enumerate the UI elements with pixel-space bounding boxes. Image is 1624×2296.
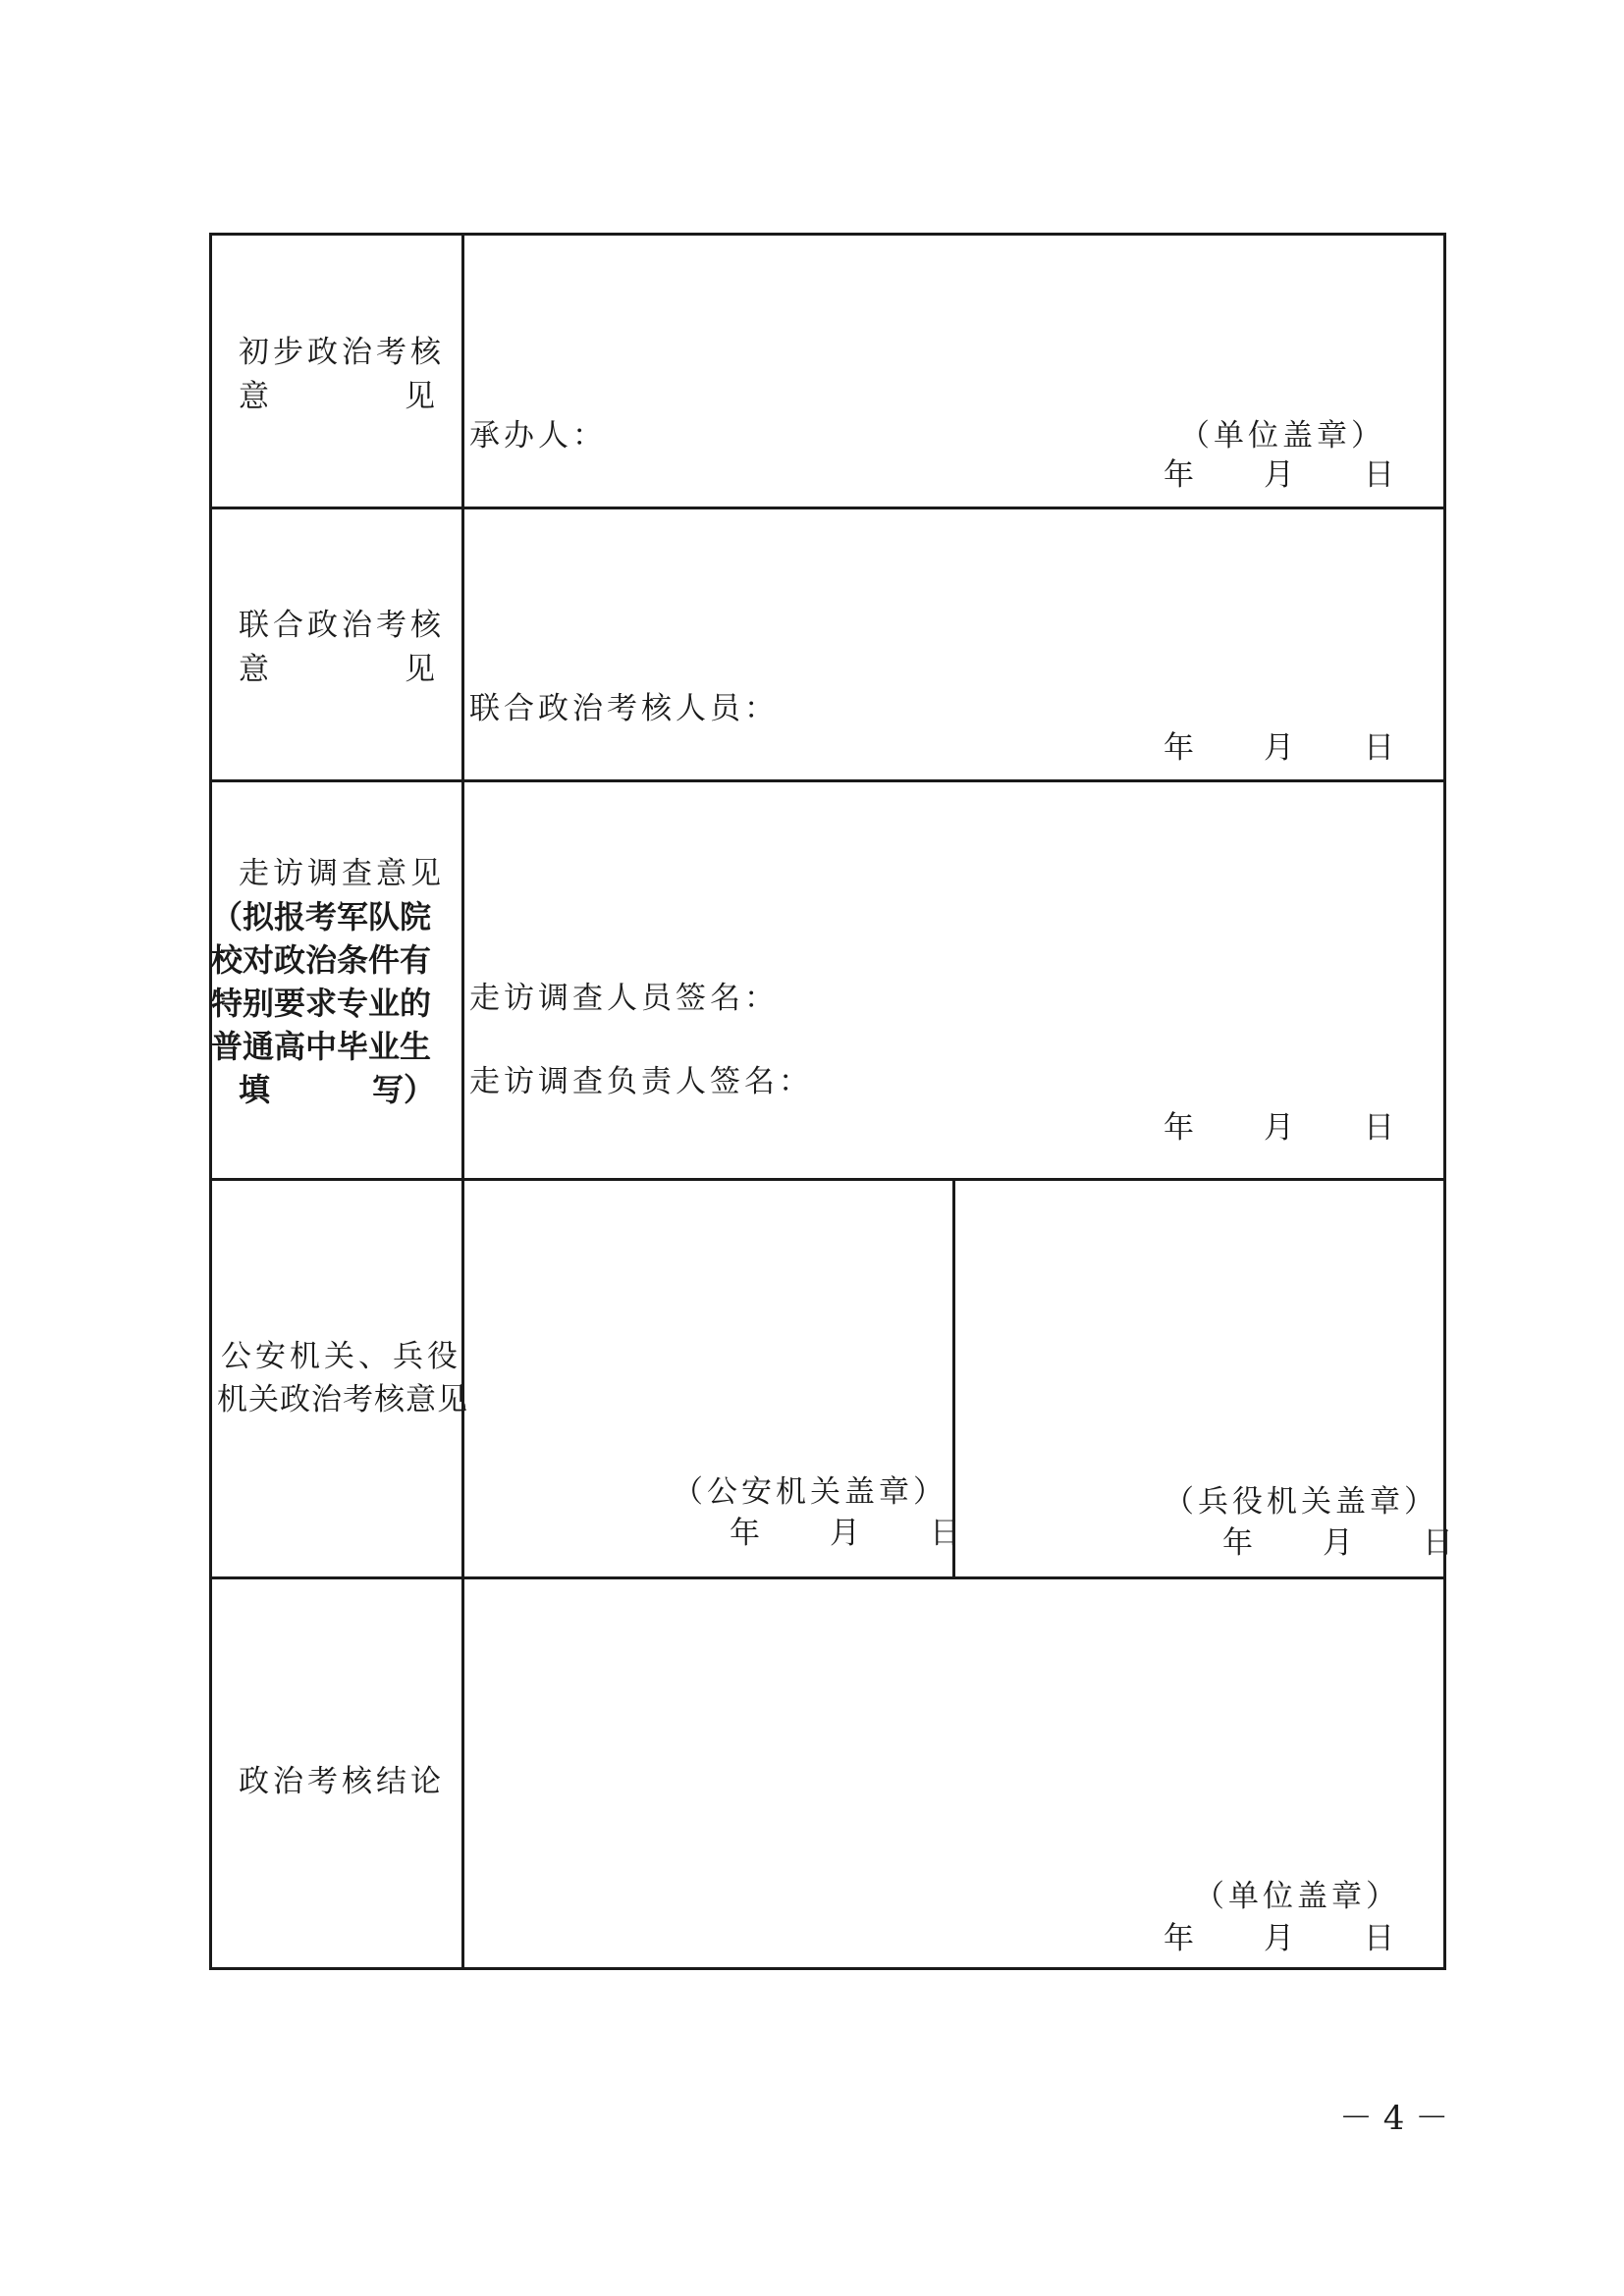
row1-label-yi: 意 [239,379,269,414]
row4-label-line1: 公安机关、兵役 [221,1339,461,1374]
row5-date [1164,1921,1394,1956]
row1-label-spread [239,379,435,414]
row3-date-year: 年 [1164,1110,1194,1146]
row1-date [1164,457,1394,493]
page-number: － 4 － [1339,2099,1449,2138]
row4-label-line2: 机关政治考核意见 [217,1382,468,1417]
row1-label: 初步政治考核 [239,335,445,370]
row3-note-line3: 特别要求专业的 [211,985,432,1022]
row3-lead-sign: 走访调查负责人签名： [469,1064,813,1099]
military-date-day: 日 [1423,1525,1453,1561]
row2-label-yi: 意 [239,652,269,687]
table-border-left [209,233,212,1970]
row3-note-line1: （拟报考军队院 [211,898,432,935]
military-date-year: 年 [1222,1525,1253,1561]
military-date [1222,1525,1453,1561]
row3-date [1164,1110,1394,1146]
police-date-day: 日 [930,1516,960,1551]
row1-handler-label: 承办人： [469,418,607,454]
row2-label-spread [239,652,435,687]
row-divider-3 [209,1178,1446,1181]
row1-label-jian: 见 [405,379,435,414]
row1-unit-seal: （单位盖章） [1179,418,1385,454]
row2-date [1164,730,1394,766]
row3-note-tian: 填 [239,1071,271,1108]
police-date [730,1516,960,1551]
row3-note-line2: 校对政治条件有 [211,941,432,979]
row5-label: 政治考核结论 [239,1764,445,1799]
row3-note-line4: 普通高中毕业生 [211,1028,432,1065]
row1-date-year: 年 [1164,457,1194,493]
row2-date-month: 月 [1264,730,1294,766]
row2-date-day: 日 [1364,730,1394,766]
political-review-form [209,233,1453,1970]
row2-label: 联合政治考核 [239,608,445,643]
label-column-divider [461,233,464,1970]
row5-unit-seal: （单位盖章） [1194,1879,1400,1914]
row2-date-year: 年 [1164,730,1194,766]
police-date-year: 年 [730,1516,760,1551]
row3-investigator-sign: 走访调查人员签名： [469,981,779,1016]
row5-date-year: 年 [1164,1921,1194,1956]
military-date-month: 月 [1323,1525,1353,1561]
table-border-right [1443,233,1446,1970]
row5-date-day: 日 [1364,1921,1394,1956]
row3-date-month: 月 [1264,1110,1294,1146]
row-divider-1 [209,507,1446,509]
police-date-month: 月 [830,1516,860,1551]
row3-note-xie: 写） [371,1071,435,1108]
row3-date-day: 日 [1364,1110,1394,1146]
row2-label-jian: 见 [405,652,435,687]
row3-label: 走访调查意见 [239,856,445,891]
row2-reviewer-label: 联合政治考核人员： [469,691,779,726]
military-seal: （兵役机关盖章） [1164,1484,1438,1520]
row-divider-2 [209,779,1446,782]
row3-note-spread [239,1071,435,1108]
row5-date-month: 月 [1264,1921,1294,1956]
row-divider-4 [209,1576,1446,1579]
row1-date-month: 月 [1264,457,1294,493]
table-border-top [209,233,1446,236]
police-seal: （公安机关盖章） [673,1474,947,1510]
row1-date-day: 日 [1364,457,1394,493]
table-border-bottom [209,1967,1446,1970]
